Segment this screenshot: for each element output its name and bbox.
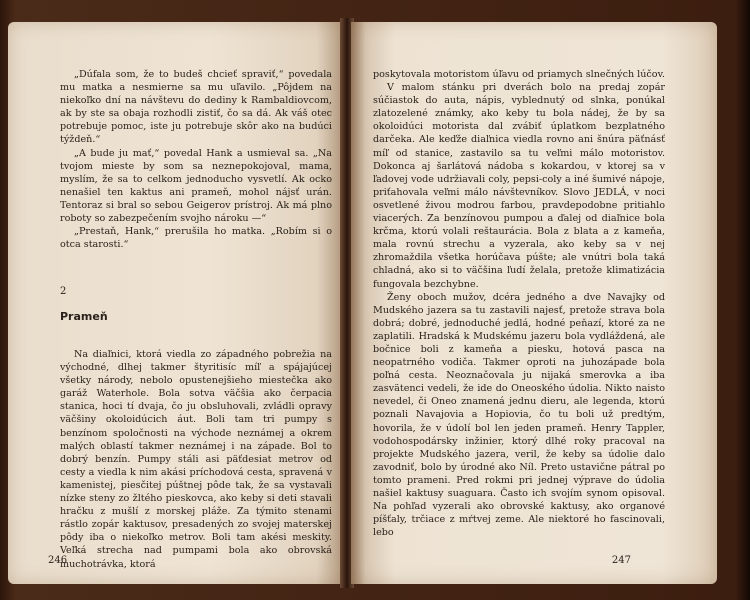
paragraph: „Dúfala som, že to budeš chcieť spraviť,“ povedala mu matka a nesmierne sa mu uľavilo. „Pôjdem na niekoľko dní na návštevu do dediny k Rambaldiovcom, ak by ste sa obaja rozhodli zistiť, čo sa dá. Ak váš otec potrebuje pomoc, iste ju potrebuje skôr ako na budúci týždeň.“	[60, 69, 332, 146]
paragraph: „Prestaň, Hank,“ prerušila ho matka. „Robím si o otca starosti.“	[60, 226, 332, 251]
paragraph: Na diaľnici, ktorá viedla zo západného pobrežia na východné, dlhej takmer štyritisíc míľ a spájajúcej všetky národy, nebolo opustenejšieho miestečka ako garáž Waterhole. Bola sotva väčšia ako čerpacia stanica, hoci tí dvaja, čo ju obsluhovali, zvládli opravy väčšiny okoloidúcich áut. Boli tam tri pumpy s benzínom spoločnosti na východe neznámej a okrem malých oblastí takmer neznámej i na západe. Bol to dobrý benzín. Pumpy stáli asi päťdesiat metrov od cesty a viedla k nim akási príchodová cesta, spravená v kamenistej, piesčitej púštnej pôde tak, že sa vystavali nízke steny zo žltého pieskovca, ako keby si deti stavali hračku z mušlí z morskej pláže. Za týmito stenami rástlo zopár kaktusov, presadených zo svojej materskej pôdy iba o niekoľko metrov. Boli tam akési meskity. Veľká strecha nad pumpami bola ako obrovská muchotrávka, ktorá	[60, 349, 332, 570]
left-page-body-text	[60, 348, 332, 571]
page-number: 247	[611, 555, 631, 566]
chapter-number: 2	[60, 286, 67, 297]
chapter-title: Prameň	[60, 310, 108, 323]
page-number: 246	[48, 555, 68, 566]
right-page	[351, 22, 717, 584]
paragraph: V malom stánku pri dverách bolo na predaj zopár súčiastok do auta, nápis, vyblednutý od slnka, ponúkal zlatozelené známky, ako keby tu bola nádej, že by sa okoloidúci motorista dal zvábiť úplatkom bezplatného darčeka. Ale keďže diaľnica viedla rovno ani šnúra päťnásť míľ od stanice, zastavilo sa tu veľmi málo motoristov. Dokonca aj šarlátová nádoba s kokardou, v ktorej sa v ľadovej vode udržiavali coly, pepsi-coly a iné šumivé nápoje, priťahovala veľmi málo návštevníkov. Slovo JEDLÁ, v noci osvetlené živou modrou farbou, pravdepodobne pritiahlo viacerých. Za benzínovou pumpou a ďalej od diaľnice bola krčma, ktorú volali reštaurácia. Bola z blata a z kameňa, mala rovnú strechu a vyzerala, ako keby sa v nej zhromaždila všetka horúčava púšte; ale vnútri bola taká chladná, ako si to väčšina ľudí želala, pretože klimatizácia fungovala bezchybne.	[373, 82, 665, 290]
left-page	[8, 22, 343, 584]
paragraph: Ženy oboch mužov, dcéra jedného a dve Navajky od Mudského jazera sa tu zastavili najesť, pretože strava bola dobrá; dobré, jednoduché jedlá, hodné peňazí, ktoré za ne zaplatili. Hradská k Mudskému jazeru bola vydláždená, ale bočnice boli z kameňa a piesku, hotová pasca na neopatrného vodiča. Takmer oproti na juhozápade bola poľná cesta. Neoznačovala ju nijaká smerovka a iba zasvätenci vedeli, že ide do Oneoského údolia. Nikto naisto nevedel, či Oneo znamená jednu dieru, ale legenda, ktorú poznali Navajovia a Hopiovia, čo tu boli už predtým, hovorila, že v údolí bol len jeden prameň. Henry Tappler, vodohospodársky inžinier, ktorý dlhé roky pracoval na projekte Mudského jazera, veril, že keby sa údolie dalo zavodniť, bolo by úrodné ako Níl. Preto ustavične pátral po tomto prameni. Pred rokmi pri jednej výprave do údolia našiel kaktusy suaguara. Často ich svojím synom opisoval. Na pohľad vyzerali ako obrovské kaktusy, ako organové píšťaly, trčiace z mŕtvej zeme. Ale niektoré ho fascinovali, lebo	[373, 291, 665, 539]
paragraph: „A bude ju mať,“ povedal Hank a usmieval sa. „Na tvojom mieste by som sa neznepokojoval, mama, myslím, že sa to celkom jednoducho vysvetlí. Ak ocko nenašiel ten kaktus ani prameň, mohol nájsť urán. Tentoraz si bral so sebou Geigerov prístroj. Ak má plno roboty so zabezpečením svojho nároku —“	[60, 147, 332, 225]
right-page-text	[373, 68, 665, 539]
paragraph: poskytovala motoristom úľavu od priamych slnečných lúčov.	[373, 69, 665, 80]
left-page-top-text	[60, 68, 332, 251]
